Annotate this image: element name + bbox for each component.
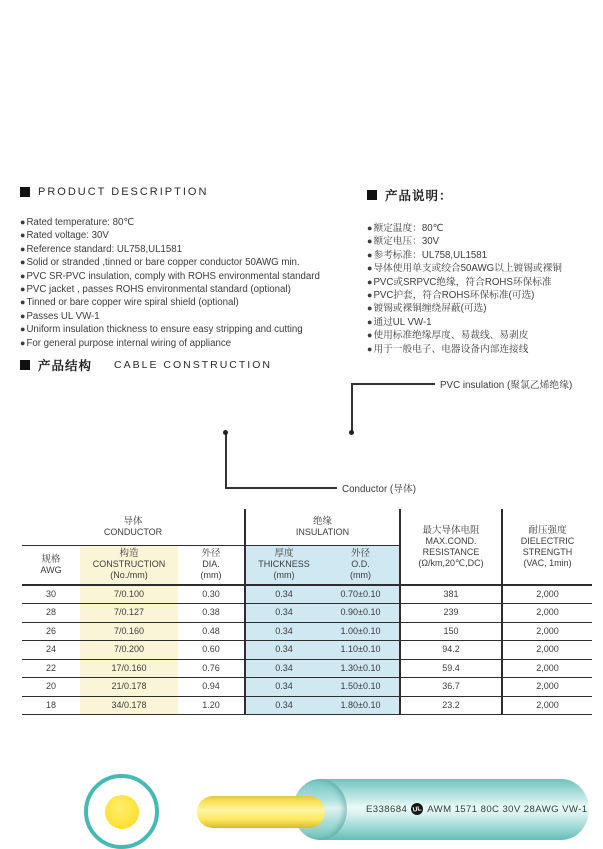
leader-dot-insulation	[349, 430, 354, 435]
conductor-rod	[197, 796, 325, 828]
column-header-dielectric: 耐压强度 DIELECTRIC STRENGTH (VAC, 1min)	[502, 509, 592, 585]
list-item: ●用于一般电子、电器设备内部连接线	[367, 343, 529, 355]
list-item: ●PVC SR-PVC insulation, comply with ROHS environmental standard	[20, 270, 320, 282]
list-item: ●Uniform insulation thickness to ensure easy stripping and cutting	[20, 324, 303, 336]
cable-construction-title-en: CABLE CONSTRUCTION	[114, 359, 272, 371]
column-header-dia: 外径 DIA. (mm)	[178, 545, 245, 585]
dot-bullet-icon: ●	[20, 257, 26, 268]
product-description-list-zh	[367, 222, 599, 356]
cable-construction-title-zh: 产品结构	[38, 359, 93, 373]
product-description-list-en	[20, 216, 366, 350]
square-bullet-icon	[367, 190, 377, 200]
dot-bullet-icon: ●	[367, 263, 373, 274]
dot-bullet-icon: ●	[367, 223, 373, 233]
dot-bullet-icon: ●	[20, 270, 26, 281]
cable-cross-section	[84, 774, 159, 849]
dot-bullet-icon: ●	[367, 303, 373, 314]
product-description-title: PRODUCT DESCRIPTION	[38, 186, 209, 198]
product-description-heading-zh	[367, 186, 599, 204]
dot-bullet-icon: ●	[367, 249, 373, 260]
e-number: E338684	[366, 803, 408, 815]
product-description-heading	[20, 186, 366, 198]
leader-line-conductor-horizontal	[225, 487, 337, 489]
marking-spec: AWM 1571 80C 30V 28AWG VW-1	[427, 803, 588, 815]
table-group-header-row	[22, 509, 592, 545]
group-header-insulation: 绝缘 INSULATION	[245, 509, 400, 545]
insulation-label: PVC insulation (聚氯乙烯绝缘)	[440, 380, 573, 391]
list-item: ●Rated voltage: 30V	[20, 230, 109, 242]
product-description-title-zh: 产品说明：	[385, 189, 453, 203]
leader-dot-conductor	[223, 430, 228, 435]
dot-bullet-icon: ●	[20, 243, 26, 254]
spec-table	[22, 509, 592, 715]
leader-line-insulation-vertical	[351, 383, 353, 432]
dot-bullet-icon: ●	[367, 236, 373, 247]
table-row: 24 7/0.200 0.60 0.34 1.10±0.10 94.2 2,000	[22, 641, 592, 660]
product-description-section-zh	[367, 186, 599, 356]
dot-bullet-icon: ●	[20, 337, 26, 348]
list-item: ●PVC护套，符合ROHS环保标准(可选)	[367, 290, 535, 302]
leader-line-conductor-vertical	[225, 434, 227, 488]
list-item: ●参考标准：UL758,UL1581	[367, 249, 488, 261]
column-header-thickness: 厚度 THICKNESS (mm)	[245, 545, 322, 585]
list-item: ●导体使用单支或绞合50AWG以上镀锡或裸铜	[367, 263, 562, 275]
list-item: ●Rated temperature: 80℃	[20, 217, 135, 228]
group-header-conductor: 导体 CONDUCTOR	[22, 509, 245, 545]
table-row: 30 7/0.100 0.30 0.34 0.70±0.10 381 2,000	[22, 585, 592, 604]
list-item: ●额定温度：80℃	[367, 223, 444, 234]
table-row: 22 17/0.160 0.76 0.34 1.30±0.10 59.4 2,000	[22, 659, 592, 678]
list-item: ●通过UL VW-1	[367, 316, 432, 328]
dot-bullet-icon: ●	[20, 310, 26, 321]
square-bullet-icon	[20, 187, 30, 197]
column-header-construction: 构造 CONSTRUCTION (No./mm)	[80, 545, 178, 585]
square-bullet-icon	[20, 360, 30, 370]
column-header-od: 外径 O.D. (mm)	[322, 545, 400, 585]
list-item: ●Passes UL VW-1	[20, 310, 100, 322]
cable-marking	[366, 803, 588, 815]
dot-bullet-icon: ●	[367, 276, 373, 287]
list-item: ●使用标准绝缘厚度、易裁线、易剥皮	[367, 330, 529, 342]
dot-bullet-icon: ●	[367, 290, 373, 301]
conductor-core-icon	[105, 795, 139, 829]
table-row: 20 21/0.178 0.94 0.34 1.50±0.10 36.7 2,000	[22, 678, 592, 697]
column-header-awg: 规格 AWG	[22, 545, 80, 585]
cable-construction-heading	[20, 356, 272, 374]
list-item: ●PVC或SRPVC绝缘，符合ROHS环保标准	[367, 276, 552, 288]
table-row: 28 7/0.127 0.38 0.34 0.90±0.10 239 2,000	[22, 604, 592, 623]
list-item: ●Tinned or bare copper wire spiral shield (optional)	[20, 297, 239, 309]
list-item: ●Reference standard: UL758,UL1581	[20, 243, 183, 255]
list-item: ●Solid or stranded ,tinned or bare copper conductor 50AWG min.	[20, 257, 300, 269]
dot-bullet-icon: ●	[367, 343, 373, 354]
table-row: 18 34/0.178 1.20 0.34 1.80±0.10 23.2 2,000	[22, 696, 592, 715]
list-item: ●额定电压：30V	[367, 236, 440, 248]
product-description-section	[20, 186, 366, 350]
ul-logo-icon: UL	[410, 802, 424, 816]
dot-bullet-icon: ●	[20, 297, 26, 308]
dot-bullet-icon: ●	[20, 217, 26, 227]
dot-bullet-icon: ●	[367, 330, 373, 341]
dot-bullet-icon: ●	[20, 230, 26, 241]
table-row: 26 7/0.160 0.48 0.34 1.00±0.10 150 2,000	[22, 622, 592, 641]
list-item: ●For general purpose internal wiring of appliance	[20, 337, 232, 349]
column-header-resistance: 最大导体电阻 MAX.COND. RESISTANCE (Ω/km,20℃,DC)	[400, 509, 502, 585]
conductor-label: Conductor (导体)	[342, 484, 417, 495]
dot-bullet-icon: ●	[367, 316, 373, 327]
dot-bullet-icon: ●	[20, 324, 26, 335]
list-item: ●PVC jacket , passes ROHS environmental standard (optional)	[20, 284, 291, 296]
leader-line-insulation-horizontal	[351, 383, 435, 385]
dot-bullet-icon: ●	[20, 284, 26, 295]
list-item: ●镀锡或裸铜缠绕屏蔽(可选)	[367, 303, 487, 315]
